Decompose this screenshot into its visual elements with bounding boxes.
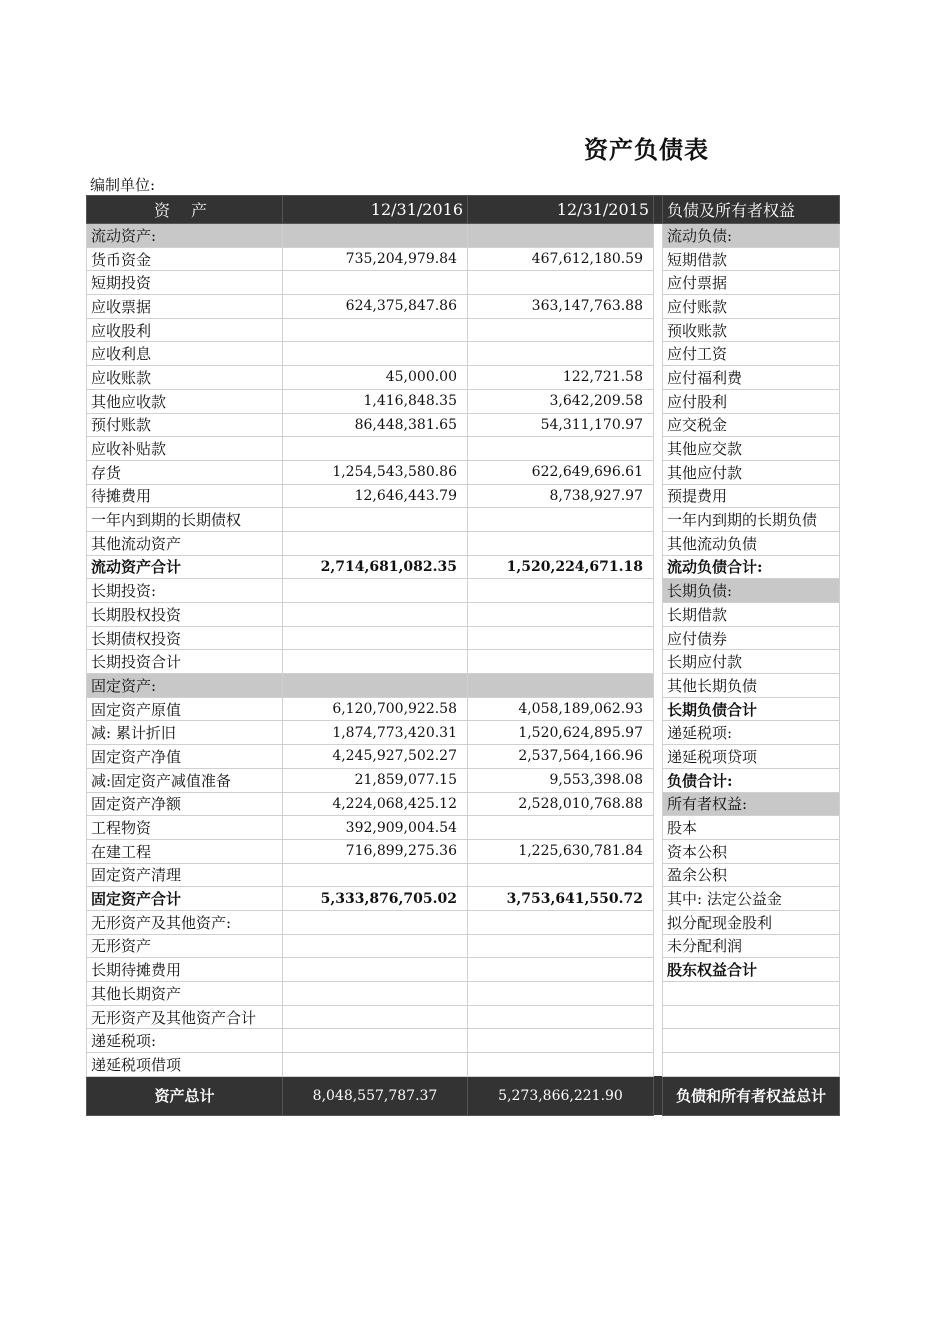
row-gap: [654, 295, 663, 319]
asset-value-2016: [283, 958, 468, 982]
row-gap: [654, 484, 663, 508]
header-gap: [654, 196, 663, 224]
liability-label: 所有者权益:: [663, 792, 840, 816]
asset-value-2016: [283, 318, 468, 342]
asset-label: 长期投资合计: [87, 650, 283, 674]
asset-value-2016: [283, 342, 468, 366]
liability-label: 其他应交款: [663, 437, 840, 461]
asset-value-2015: 9,553,398.08: [468, 768, 654, 792]
assets-total-label: 资产总计: [87, 1076, 283, 1115]
asset-label: 递延税项:: [87, 1029, 283, 1053]
asset-value-2016: [283, 1005, 468, 1029]
asset-value-2015: [468, 1029, 654, 1053]
asset-value-2016: 4,224,068,425.12: [283, 792, 468, 816]
asset-label: 在建工程: [87, 839, 283, 863]
header-liabilities: 负债及所有者权益: [663, 196, 840, 224]
liability-label: 其中: 法定公益金: [663, 887, 840, 911]
asset-value-2016: 392,909,004.54: [283, 816, 468, 840]
liability-label: [663, 1029, 840, 1053]
asset-label: 应收账款: [87, 366, 283, 390]
table-row: [87, 934, 840, 958]
asset-value-2016: 2,714,681,082.35: [283, 555, 468, 579]
asset-value-2015: 622,649,696.61: [468, 460, 654, 484]
asset-value-2016: 716,899,275.36: [283, 839, 468, 863]
liability-label: 应付福利费: [663, 366, 840, 390]
asset-value-2015: [468, 531, 654, 555]
row-gap: [654, 910, 663, 934]
liability-label: 预提费用: [663, 484, 840, 508]
header-date-2016: 12/31/2016: [283, 196, 468, 224]
asset-value-2015: [468, 674, 654, 698]
liability-label: 一年内到期的长期负债: [663, 508, 840, 532]
asset-value-2016: [283, 863, 468, 887]
row-gap: [654, 555, 663, 579]
asset-label: 长期债权投资: [87, 626, 283, 650]
asset-label: 流动资产:: [87, 224, 283, 248]
liability-label: [663, 1053, 840, 1077]
asset-label: 递延税项借项: [87, 1053, 283, 1077]
asset-label: 无形资产: [87, 934, 283, 958]
row-gap: [654, 531, 663, 555]
table-row: [87, 555, 840, 579]
row-gap: [654, 745, 663, 769]
liability-label: 长期应付款: [663, 650, 840, 674]
asset-label: 工程物资: [87, 816, 283, 840]
asset-value-2016: [283, 224, 468, 248]
table-row: [87, 318, 840, 342]
table-row: [87, 745, 840, 769]
asset-label: 存货: [87, 460, 283, 484]
table-row: [87, 460, 840, 484]
asset-label: 应收股利: [87, 318, 283, 342]
asset-value-2016: [283, 650, 468, 674]
table-row: [87, 792, 840, 816]
liability-label: 盈余公积: [663, 863, 840, 887]
asset-value-2015: 1,520,624,895.97: [468, 721, 654, 745]
asset-label: 固定资产:: [87, 674, 283, 698]
liability-label: 其他应付款: [663, 460, 840, 484]
asset-value-2016: 21,859,077.15: [283, 768, 468, 792]
liability-label: 短期借款: [663, 247, 840, 271]
table-row: [87, 247, 840, 271]
asset-value-2016: [283, 437, 468, 461]
asset-label: 固定资产合计: [87, 887, 283, 911]
row-gap: [654, 318, 663, 342]
liability-label: [663, 982, 840, 1006]
unit-label: 编制单位:: [90, 176, 156, 194]
asset-value-2015: 1,225,630,781.84: [468, 839, 654, 863]
asset-value-2016: 6,120,700,922.58: [283, 697, 468, 721]
table-row: [87, 816, 840, 840]
asset-value-2015: 1,520,224,671.18: [468, 555, 654, 579]
liability-label: 拟分配现金股利: [663, 910, 840, 934]
asset-value-2016: 1,254,543,580.86: [283, 460, 468, 484]
row-gap: [654, 1053, 663, 1077]
asset-value-2015: 122,721.58: [468, 366, 654, 390]
liability-label: 应付票据: [663, 271, 840, 295]
table-row: [87, 863, 840, 887]
asset-value-2015: [468, 224, 654, 248]
asset-value-2015: [468, 603, 654, 627]
asset-value-2016: [283, 508, 468, 532]
table-row: [87, 437, 840, 461]
asset-label: 长期投资:: [87, 579, 283, 603]
row-gap: [654, 413, 663, 437]
liability-label: 递延税项:: [663, 721, 840, 745]
asset-value-2016: [283, 910, 468, 934]
asset-label: 应收补贴款: [87, 437, 283, 461]
table-row: [87, 982, 840, 1006]
row-gap: [654, 247, 663, 271]
asset-value-2015: [468, 982, 654, 1006]
table-row: [87, 650, 840, 674]
table-row: [87, 887, 840, 911]
asset-value-2016: 1,874,773,420.31: [283, 721, 468, 745]
assets-total-2016: 8,048,557,787.37: [283, 1076, 468, 1115]
table-row: [87, 626, 840, 650]
asset-value-2016: [283, 626, 468, 650]
asset-value-2016: [283, 1053, 468, 1077]
asset-value-2015: [468, 318, 654, 342]
asset-value-2015: [468, 579, 654, 603]
asset-label: 固定资产清理: [87, 863, 283, 887]
asset-value-2016: 624,375,847.86: [283, 295, 468, 319]
asset-value-2016: [283, 674, 468, 698]
asset-value-2015: 3,642,209.58: [468, 389, 654, 413]
table-row: [87, 958, 840, 982]
asset-value-2015: [468, 863, 654, 887]
table-row: [87, 484, 840, 508]
liability-label: 流动负债合计:: [663, 555, 840, 579]
row-gap: [654, 650, 663, 674]
liability-label: 长期借款: [663, 603, 840, 627]
asset-value-2015: [468, 910, 654, 934]
asset-value-2016: [283, 1029, 468, 1053]
asset-value-2016: [283, 531, 468, 555]
liability-label: 其他流动负债: [663, 531, 840, 555]
liability-label: 递延税项贷项: [663, 745, 840, 769]
table-row: [87, 271, 840, 295]
asset-label: 货币资金: [87, 247, 283, 271]
asset-value-2015: [468, 626, 654, 650]
asset-value-2016: 12,646,443.79: [283, 484, 468, 508]
asset-value-2015: [468, 437, 654, 461]
table-row: [87, 342, 840, 366]
asset-label: 减: 累计折旧: [87, 721, 283, 745]
asset-label: 预付账款: [87, 413, 283, 437]
asset-label: 流动资产合计: [87, 555, 283, 579]
total-row: [87, 1076, 840, 1115]
row-gap: [654, 721, 663, 745]
asset-value-2015: [468, 1005, 654, 1029]
row-gap: [654, 603, 663, 627]
table-row: [87, 295, 840, 319]
asset-value-2015: 8,738,927.97: [468, 484, 654, 508]
asset-value-2015: [468, 650, 654, 674]
table-row: [87, 389, 840, 413]
asset-value-2015: 467,612,180.59: [468, 247, 654, 271]
row-gap: [654, 674, 663, 698]
liability-label: 其他长期负债: [663, 674, 840, 698]
asset-value-2016: 86,448,381.65: [283, 413, 468, 437]
header-row: [87, 196, 840, 224]
asset-value-2015: 54,311,170.97: [468, 413, 654, 437]
liability-label: 流动负债:: [663, 224, 840, 248]
asset-value-2015: [468, 816, 654, 840]
liability-label: 应付债券: [663, 626, 840, 650]
asset-value-2016: [283, 982, 468, 1006]
asset-value-2016: 4,245,927,502.27: [283, 745, 468, 769]
asset-value-2016: 735,204,979.84: [283, 247, 468, 271]
liability-label: 负债合计:: [663, 768, 840, 792]
asset-value-2015: 4,058,189,062.93: [468, 697, 654, 721]
table-row: [87, 1005, 840, 1029]
row-gap: [654, 958, 663, 982]
row-gap: [654, 224, 663, 248]
liability-label: 未分配利润: [663, 934, 840, 958]
table-body: [87, 224, 840, 1077]
asset-value-2016: [283, 934, 468, 958]
table-row: [87, 910, 840, 934]
row-gap: [654, 768, 663, 792]
liability-label: 应付账款: [663, 295, 840, 319]
table-row: [87, 603, 840, 627]
asset-label: 其他长期资产: [87, 982, 283, 1006]
row-gap: [654, 863, 663, 887]
liabilities-total-label: 负债和所有者权益总计: [663, 1076, 840, 1115]
asset-label: 其他应收款: [87, 389, 283, 413]
row-gap: [654, 816, 663, 840]
table-row: [87, 1029, 840, 1053]
asset-value-2015: 2,528,010,768.88: [468, 792, 654, 816]
table-row: [87, 697, 840, 721]
table-row: [87, 531, 840, 555]
asset-label: 减:固定资产减值准备: [87, 768, 283, 792]
asset-value-2015: [468, 958, 654, 982]
assets-total-2015: 5,273,866,221.90: [468, 1076, 654, 1115]
asset-label: 应收票据: [87, 295, 283, 319]
table-row: [87, 579, 840, 603]
footer-gap: [654, 1076, 663, 1115]
table-row: [87, 721, 840, 745]
row-gap: [654, 366, 663, 390]
asset-value-2015: [468, 508, 654, 532]
table-row: [87, 224, 840, 248]
asset-value-2015: 363,147,763.88: [468, 295, 654, 319]
row-gap: [654, 887, 663, 911]
asset-label: 应收利息: [87, 342, 283, 366]
asset-label: 固定资产净值: [87, 745, 283, 769]
row-gap: [654, 792, 663, 816]
header-assets: 资 产: [87, 196, 283, 224]
liability-label: 应交税金: [663, 413, 840, 437]
balance-sheet-table: [86, 195, 840, 1116]
row-gap: [654, 579, 663, 603]
asset-label: 无形资产及其他资产合计: [87, 1005, 283, 1029]
asset-label: 其他流动资产: [87, 531, 283, 555]
row-gap: [654, 982, 663, 1006]
row-gap: [654, 271, 663, 295]
row-gap: [654, 460, 663, 484]
asset-value-2016: 5,333,876,705.02: [283, 887, 468, 911]
liability-label: 股本: [663, 816, 840, 840]
liability-label: [663, 1005, 840, 1029]
asset-value-2015: 2,537,564,166.96: [468, 745, 654, 769]
liability-label: 股东权益合计: [663, 958, 840, 982]
asset-value-2016: [283, 271, 468, 295]
asset-value-2016: [283, 579, 468, 603]
page-title: 资产负债表: [584, 136, 709, 164]
row-gap: [654, 839, 663, 863]
asset-value-2015: [468, 342, 654, 366]
liability-label: 长期负债:: [663, 579, 840, 603]
table-row: [87, 1053, 840, 1077]
asset-label: 长期股权投资: [87, 603, 283, 627]
table-row: [87, 674, 840, 698]
table-row: [87, 366, 840, 390]
row-gap: [654, 626, 663, 650]
liability-label: 资本公积: [663, 839, 840, 863]
asset-label: 无形资产及其他资产:: [87, 910, 283, 934]
row-gap: [654, 697, 663, 721]
asset-value-2016: [283, 603, 468, 627]
asset-label: 一年内到期的长期债权: [87, 508, 283, 532]
asset-label: 长期待摊费用: [87, 958, 283, 982]
row-gap: [654, 437, 663, 461]
asset-value-2015: [468, 934, 654, 958]
row-gap: [654, 508, 663, 532]
asset-label: 短期投资: [87, 271, 283, 295]
asset-label: 固定资产原值: [87, 697, 283, 721]
asset-value-2016: 1,416,848.35: [283, 389, 468, 413]
liability-label: 应付工资: [663, 342, 840, 366]
liability-label: 预收账款: [663, 318, 840, 342]
row-gap: [654, 389, 663, 413]
row-gap: [654, 934, 663, 958]
asset-label: 固定资产净额: [87, 792, 283, 816]
asset-value-2016: 45,000.00: [283, 366, 468, 390]
asset-value-2015: 3,753,641,550.72: [468, 887, 654, 911]
row-gap: [654, 1029, 663, 1053]
liability-label: 长期负债合计: [663, 697, 840, 721]
table-row: [87, 768, 840, 792]
table-row: [87, 839, 840, 863]
row-gap: [654, 342, 663, 366]
asset-value-2015: [468, 271, 654, 295]
row-gap: [654, 1005, 663, 1029]
asset-value-2015: [468, 1053, 654, 1077]
table-row: [87, 413, 840, 437]
table-row: [87, 508, 840, 532]
asset-label: 待摊费用: [87, 484, 283, 508]
liability-label: 应付股利: [663, 389, 840, 413]
header-date-2015: 12/31/2015: [468, 196, 654, 224]
